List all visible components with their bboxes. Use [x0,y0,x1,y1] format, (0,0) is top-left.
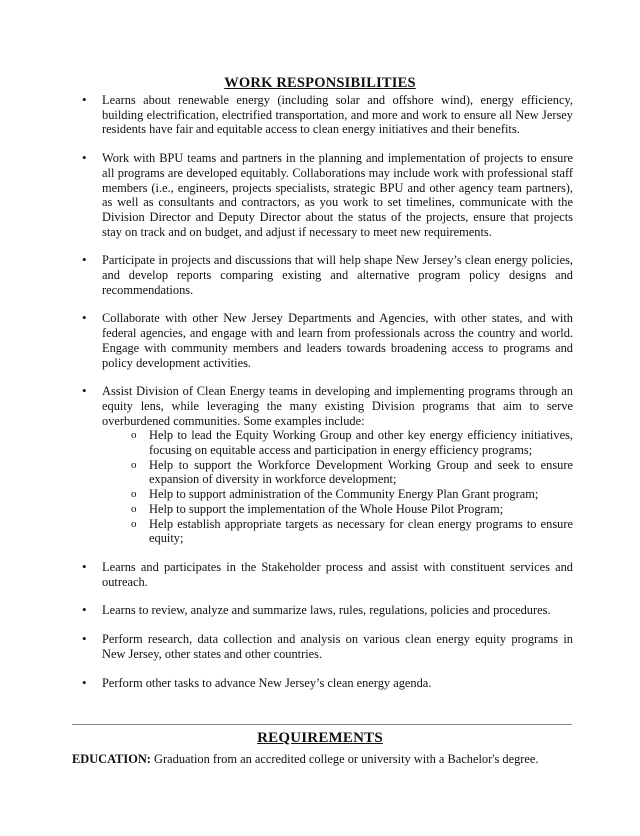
list-item: • Learns and participates in the Stakeholder process and assist with constituent services and outreach. [102,560,573,589]
list-item-with-examples [102,384,573,546]
education-requirement [72,752,592,767]
sub-list-item: o Help establish appropriate targets as necessary for clean energy programs to ensure equity; [149,517,573,546]
responsibilities-list [102,93,573,690]
list-item: • Learns about renewable energy (including solar and offshore wind), energy efficiency, building electrification, electrified transportation, and more and work to ensure all New Jersey residents have fair and equitable access to clean energy initiatives and their benefits. [102,93,573,137]
list-item-text: Assist Division of Clean Energy teams in developing and implementing programs through an equity lens, while leveraging the many existing Division programs that aim to serve overburdened communities. Some examples include: [102,384,573,428]
requirements-heading: REQUIREMENTS [257,730,383,746]
examples-sublist [149,428,573,546]
list-item: • Perform other tasks to advance New Jersey’s clean energy agenda. [102,676,573,691]
work-responsibilities-heading: WORK RESPONSIBILITIES [224,75,416,91]
sub-list-item: o Help to support the Workforce Development Working Group and seek to ensure expansion of diversity in workforce development; [149,458,573,487]
list-item: • Participate in projects and discussions that will help shape New Jersey’s clean energy policies, and develop reports comparing existing and alternative program policy designs and recommendations. [102,253,573,297]
list-item: • Perform research, data collection and analysis on various clean energy equity programs in New Jersey, other states and other countries. [102,632,573,661]
education-label: EDUCATION: [72,752,151,766]
section-divider [72,724,572,725]
list-item: • Collaborate with other New Jersey Departments and Agencies, with other states, and with federal agencies, and engage with and learn from professionals across the country and world. Engage with community members and leaders towards broadening access to programs and policy development activities. [102,311,573,370]
education-text: Graduation from an accredited college or university with a Bachelor's degree. [154,752,539,766]
list-item: • Learns to review, analyze and summarize laws, rules, regulations, policies and procedures. [102,603,573,618]
list-item: • Work with BPU teams and partners in the planning and implementation of projects to ensure all programs are developed equitably. Collaborations may include work with professional staff members (i.e., engineers, projects specialists, strategic BPU and other agency team partners), as well as consultants and contractors, as you work to set timelines, communicate with the Division Director and Deputy Director about the status of the projects, ensure that projects stay on track and on budget, and adjust if necessary to meet new requirements. [102,151,573,239]
sub-list-item: o Help to lead the Equity Working Group and other key energy efficiency initiatives, focusing on equitable access and participation in energy efficiency programs; [149,428,573,457]
sub-list-item: o Help to support administration of the Community Energy Plan Grant program; [149,487,573,502]
sub-list-item: o Help to support the implementation of the Whole House Pilot Program; [149,502,573,517]
